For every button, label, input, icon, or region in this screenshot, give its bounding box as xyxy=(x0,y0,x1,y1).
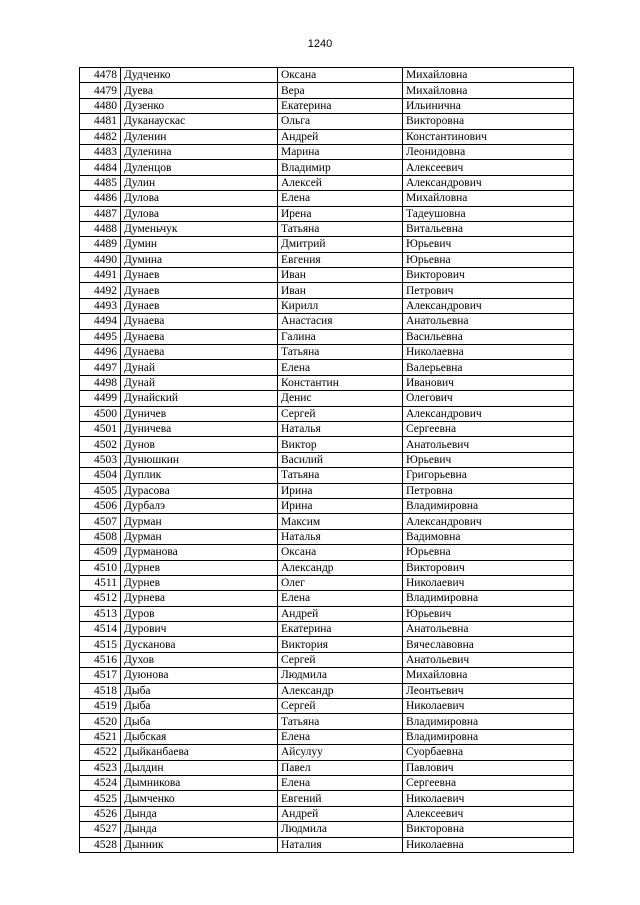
row-number-cell: 4519 xyxy=(80,699,121,714)
first-name-cell: Анастасия xyxy=(278,314,403,329)
first-name-cell: Елена xyxy=(278,191,403,206)
first-name-cell: Александр xyxy=(278,683,403,698)
first-name-cell: Константин xyxy=(278,375,403,390)
name-list-body xyxy=(80,68,574,853)
first-name-cell: Сергей xyxy=(278,406,403,421)
first-name-cell: Иван xyxy=(278,283,403,298)
first-name-cell: Вера xyxy=(278,83,403,98)
row-number-cell: 4493 xyxy=(80,298,121,313)
table-row xyxy=(80,775,574,790)
patronymic-cell: Владимировна xyxy=(403,714,574,729)
table-row xyxy=(80,237,574,252)
patronymic-cell: Суорбаевна xyxy=(403,745,574,760)
first-name-cell: Елена xyxy=(278,360,403,375)
table-row xyxy=(80,98,574,113)
row-number-cell: 4478 xyxy=(80,68,121,83)
table-row xyxy=(80,421,574,436)
first-name-cell: Алексей xyxy=(278,175,403,190)
row-number-cell: 4481 xyxy=(80,114,121,129)
row-number-cell: 4525 xyxy=(80,791,121,806)
patronymic-cell: Григорьевна xyxy=(403,468,574,483)
table-row xyxy=(80,498,574,513)
last-name-cell: Дусканова xyxy=(121,637,278,652)
first-name-cell: Татьяна xyxy=(278,714,403,729)
row-number-cell: 4497 xyxy=(80,360,121,375)
table-row xyxy=(80,144,574,159)
table-row xyxy=(80,160,574,175)
first-name-cell: Галина xyxy=(278,329,403,344)
table-row xyxy=(80,221,574,236)
patronymic-cell: Петровна xyxy=(403,483,574,498)
last-name-cell: Дурман xyxy=(121,514,278,529)
table-row xyxy=(80,406,574,421)
first-name-cell: Елена xyxy=(278,729,403,744)
patronymic-cell: Леонидовна xyxy=(403,144,574,159)
patronymic-cell: Александрович xyxy=(403,514,574,529)
patronymic-cell: Викторович xyxy=(403,268,574,283)
table-row xyxy=(80,652,574,667)
first-name-cell: Елена xyxy=(278,775,403,790)
last-name-cell: Дымникова xyxy=(121,775,278,790)
table-row xyxy=(80,545,574,560)
patronymic-cell: Викторович xyxy=(403,560,574,575)
row-number-cell: 4506 xyxy=(80,498,121,513)
patronymic-cell: Юрьевич xyxy=(403,452,574,467)
last-name-cell: Дыба xyxy=(121,699,278,714)
page-number: 1240 xyxy=(307,38,333,50)
patronymic-cell: Олегович xyxy=(403,391,574,406)
table-row xyxy=(80,391,574,406)
last-name-cell: Дуюнова xyxy=(121,668,278,683)
last-name-cell: Дулин xyxy=(121,175,278,190)
last-name-cell: Дында xyxy=(121,822,278,837)
patronymic-cell: Васильевна xyxy=(403,329,574,344)
row-number-cell: 4484 xyxy=(80,160,121,175)
table-row xyxy=(80,452,574,467)
table-row xyxy=(80,591,574,606)
first-name-cell: Екатерина xyxy=(278,622,403,637)
first-name-cell: Андрей xyxy=(278,606,403,621)
table-row xyxy=(80,729,574,744)
table-row xyxy=(80,714,574,729)
first-name-cell: Татьяна xyxy=(278,468,403,483)
row-number-cell: 4527 xyxy=(80,822,121,837)
table-row xyxy=(80,514,574,529)
table-row xyxy=(80,560,574,575)
row-number-cell: 4521 xyxy=(80,729,121,744)
first-name-cell: Павел xyxy=(278,760,403,775)
patronymic-cell: Владимировна xyxy=(403,729,574,744)
first-name-cell: Василий xyxy=(278,452,403,467)
last-name-cell: Дурович xyxy=(121,622,278,637)
patronymic-cell: Алексеевич xyxy=(403,160,574,175)
patronymic-cell: Викторовна xyxy=(403,822,574,837)
patronymic-cell: Юрьевич xyxy=(403,237,574,252)
patronymic-cell: Юрьевна xyxy=(403,545,574,560)
first-name-cell: Иван xyxy=(278,268,403,283)
patronymic-cell: Витальевна xyxy=(403,221,574,236)
last-name-cell: Дунюшкин xyxy=(121,452,278,467)
row-number-cell: 4489 xyxy=(80,237,121,252)
table-row xyxy=(80,268,574,283)
last-name-cell: Духов xyxy=(121,652,278,667)
table-row xyxy=(80,822,574,837)
first-name-cell: Евгений xyxy=(278,791,403,806)
table-row xyxy=(80,83,574,98)
row-number-cell: 4503 xyxy=(80,452,121,467)
last-name-cell: Дунайский xyxy=(121,391,278,406)
last-name-cell: Дурнев xyxy=(121,560,278,575)
table-row xyxy=(80,575,574,590)
first-name-cell: Татьяна xyxy=(278,345,403,360)
first-name-cell: Елена xyxy=(278,591,403,606)
patronymic-cell: Михайловна xyxy=(403,668,574,683)
patronymic-cell: Михайловна xyxy=(403,191,574,206)
table-row xyxy=(80,114,574,129)
first-name-cell: Оксана xyxy=(278,68,403,83)
patronymic-cell: Анатольевна xyxy=(403,314,574,329)
first-name-cell: Андрей xyxy=(278,806,403,821)
last-name-cell: Дуплик xyxy=(121,468,278,483)
row-number-cell: 4508 xyxy=(80,529,121,544)
row-number-cell: 4504 xyxy=(80,468,121,483)
table-row xyxy=(80,314,574,329)
last-name-cell: Дурманова xyxy=(121,545,278,560)
row-number-cell: 4526 xyxy=(80,806,121,821)
table-row xyxy=(80,345,574,360)
table-row xyxy=(80,529,574,544)
row-number-cell: 4488 xyxy=(80,221,121,236)
last-name-cell: Дыбская xyxy=(121,729,278,744)
first-name-cell: Олег xyxy=(278,575,403,590)
row-number-cell: 4514 xyxy=(80,622,121,637)
patronymic-cell: Сергеевна xyxy=(403,775,574,790)
table-row xyxy=(80,483,574,498)
last-name-cell: Дымченко xyxy=(121,791,278,806)
table-row xyxy=(80,175,574,190)
patronymic-cell: Вадимовна xyxy=(403,529,574,544)
first-name-cell: Айсулуу xyxy=(278,745,403,760)
row-number-cell: 4479 xyxy=(80,83,121,98)
table-row xyxy=(80,637,574,652)
first-name-cell: Наталия xyxy=(278,837,403,852)
last-name-cell: Дуров xyxy=(121,606,278,621)
patronymic-cell: Николаевна xyxy=(403,345,574,360)
patronymic-cell: Ильинична xyxy=(403,98,574,113)
last-name-cell: Дузенко xyxy=(121,98,278,113)
patronymic-cell: Викторовна xyxy=(403,114,574,129)
last-name-cell: Дунаева xyxy=(121,345,278,360)
last-name-cell: Дуканаускас xyxy=(121,114,278,129)
row-number-cell: 4495 xyxy=(80,329,121,344)
row-number-cell: 4500 xyxy=(80,406,121,421)
first-name-cell: Сергей xyxy=(278,652,403,667)
row-number-cell: 4513 xyxy=(80,606,121,621)
row-number-cell: 4510 xyxy=(80,560,121,575)
first-name-cell: Ирина xyxy=(278,483,403,498)
first-name-cell: Людмила xyxy=(278,822,403,837)
first-name-cell: Евгения xyxy=(278,252,403,267)
last-name-cell: Дунов xyxy=(121,437,278,452)
last-name-cell: Думеньчук xyxy=(121,221,278,236)
row-number-cell: 4486 xyxy=(80,191,121,206)
last-name-cell: Дында xyxy=(121,806,278,821)
patronymic-cell: Иванович xyxy=(403,375,574,390)
first-name-cell: Ольга xyxy=(278,114,403,129)
last-name-cell: Дунай xyxy=(121,375,278,390)
patronymic-cell: Александрович xyxy=(403,298,574,313)
row-number-cell: 4502 xyxy=(80,437,121,452)
table-row xyxy=(80,745,574,760)
table-row xyxy=(80,191,574,206)
row-number-cell: 4492 xyxy=(80,283,121,298)
last-name-cell: Думина xyxy=(121,252,278,267)
table-row xyxy=(80,437,574,452)
first-name-cell: Наталья xyxy=(278,529,403,544)
first-name-cell: Сергей xyxy=(278,699,403,714)
patronymic-cell: Леонтьевич xyxy=(403,683,574,698)
last-name-cell: Дуленина xyxy=(121,144,278,159)
row-number-cell: 4496 xyxy=(80,345,121,360)
patronymic-cell: Тадеушовна xyxy=(403,206,574,221)
row-number-cell: 4490 xyxy=(80,252,121,267)
first-name-cell: Екатерина xyxy=(278,98,403,113)
patronymic-cell: Владимировна xyxy=(403,591,574,606)
patronymic-cell: Константинович xyxy=(403,129,574,144)
patronymic-cell: Петрович xyxy=(403,283,574,298)
first-name-cell: Владимир xyxy=(278,160,403,175)
last-name-cell: Дыйканбаева xyxy=(121,745,278,760)
table-row xyxy=(80,298,574,313)
row-number-cell: 4515 xyxy=(80,637,121,652)
table-row xyxy=(80,699,574,714)
first-name-cell: Оксана xyxy=(278,545,403,560)
patronymic-cell: Александрович xyxy=(403,406,574,421)
patronymic-cell: Павлович xyxy=(403,760,574,775)
first-name-cell: Марина xyxy=(278,144,403,159)
first-name-cell: Александр xyxy=(278,560,403,575)
last-name-cell: Дуленцов xyxy=(121,160,278,175)
first-name-cell: Ирина xyxy=(278,498,403,513)
last-name-cell: Дунаева xyxy=(121,329,278,344)
patronymic-cell: Юрьевна xyxy=(403,252,574,267)
patronymic-cell: Анатольевна xyxy=(403,622,574,637)
last-name-cell: Дудченко xyxy=(121,68,278,83)
row-number-cell: 4522 xyxy=(80,745,121,760)
patronymic-cell: Вячеславовна xyxy=(403,637,574,652)
last-name-cell: Дулова xyxy=(121,191,278,206)
table-row xyxy=(80,129,574,144)
row-number-cell: 4501 xyxy=(80,421,121,436)
patronymic-cell: Михайловна xyxy=(403,83,574,98)
patronymic-cell: Николаевич xyxy=(403,699,574,714)
table-row xyxy=(80,252,574,267)
row-number-cell: 4483 xyxy=(80,144,121,159)
name-list-table xyxy=(79,67,574,853)
row-number-cell: 4523 xyxy=(80,760,121,775)
row-number-cell: 4524 xyxy=(80,775,121,790)
table-row xyxy=(80,468,574,483)
first-name-cell: Кирилл xyxy=(278,298,403,313)
patronymic-cell: Александрович xyxy=(403,175,574,190)
table-row xyxy=(80,806,574,821)
first-name-cell: Андрей xyxy=(278,129,403,144)
last-name-cell: Дулова xyxy=(121,206,278,221)
row-number-cell: 4505 xyxy=(80,483,121,498)
last-name-cell: Дыба xyxy=(121,683,278,698)
row-number-cell: 4509 xyxy=(80,545,121,560)
last-name-cell: Дуничева xyxy=(121,421,278,436)
row-number-cell: 4485 xyxy=(80,175,121,190)
first-name-cell: Татьяна xyxy=(278,221,403,236)
patronymic-cell: Николаевич xyxy=(403,575,574,590)
patronymic-cell: Николаевич xyxy=(403,791,574,806)
first-name-cell: Ирена xyxy=(278,206,403,221)
patronymic-cell: Михайловна xyxy=(403,68,574,83)
table-row xyxy=(80,206,574,221)
table-row xyxy=(80,606,574,621)
row-number-cell: 4512 xyxy=(80,591,121,606)
row-number-cell: 4528 xyxy=(80,837,121,852)
last-name-cell: Дунаева xyxy=(121,314,278,329)
table-row xyxy=(80,791,574,806)
first-name-cell: Виктория xyxy=(278,637,403,652)
row-number-cell: 4482 xyxy=(80,129,121,144)
row-number-cell: 4507 xyxy=(80,514,121,529)
last-name-cell: Дунаев xyxy=(121,283,278,298)
last-name-cell: Дурнева xyxy=(121,591,278,606)
row-number-cell: 4487 xyxy=(80,206,121,221)
patronymic-cell: Юрьевич xyxy=(403,606,574,621)
row-number-cell: 4499 xyxy=(80,391,121,406)
row-number-cell: 4517 xyxy=(80,668,121,683)
table-row xyxy=(80,683,574,698)
last-name-cell: Дылдин xyxy=(121,760,278,775)
last-name-cell: Дурнев xyxy=(121,575,278,590)
table-row xyxy=(80,837,574,852)
row-number-cell: 4518 xyxy=(80,683,121,698)
first-name-cell: Дмитрий xyxy=(278,237,403,252)
patronymic-cell: Николаевна xyxy=(403,837,574,852)
row-number-cell: 4511 xyxy=(80,575,121,590)
last-name-cell: Думин xyxy=(121,237,278,252)
patronymic-cell: Анатольевич xyxy=(403,437,574,452)
patronymic-cell: Владимировна xyxy=(403,498,574,513)
first-name-cell: Наталья xyxy=(278,421,403,436)
row-number-cell: 4494 xyxy=(80,314,121,329)
last-name-cell: Дурман xyxy=(121,529,278,544)
table-row xyxy=(80,283,574,298)
table-row xyxy=(80,375,574,390)
last-name-cell: Дунаев xyxy=(121,298,278,313)
first-name-cell: Максим xyxy=(278,514,403,529)
last-name-cell: Дурбалэ xyxy=(121,498,278,513)
patronymic-cell: Сергеевна xyxy=(403,421,574,436)
first-name-cell: Виктор xyxy=(278,437,403,452)
patronymic-cell: Анатольевич xyxy=(403,652,574,667)
row-number-cell: 4480 xyxy=(80,98,121,113)
last-name-cell: Дунай xyxy=(121,360,278,375)
first-name-cell: Людмила xyxy=(278,668,403,683)
last-name-cell: Дуева xyxy=(121,83,278,98)
table-row xyxy=(80,668,574,683)
table-row xyxy=(80,329,574,344)
table-row xyxy=(80,760,574,775)
table-row xyxy=(80,622,574,637)
row-number-cell: 4491 xyxy=(80,268,121,283)
patronymic-cell: Валерьевна xyxy=(403,360,574,375)
first-name-cell: Денис xyxy=(278,391,403,406)
last-name-cell: Дуничев xyxy=(121,406,278,421)
last-name-cell: Дуленин xyxy=(121,129,278,144)
last-name-cell: Дынник xyxy=(121,837,278,852)
last-name-cell: Дунаев xyxy=(121,268,278,283)
row-number-cell: 4520 xyxy=(80,714,121,729)
table-row xyxy=(80,360,574,375)
last-name-cell: Дыба xyxy=(121,714,278,729)
table-row xyxy=(80,68,574,83)
row-number-cell: 4516 xyxy=(80,652,121,667)
row-number-cell: 4498 xyxy=(80,375,121,390)
patronymic-cell: Алексеевич xyxy=(403,806,574,821)
last-name-cell: Дурасова xyxy=(121,483,278,498)
